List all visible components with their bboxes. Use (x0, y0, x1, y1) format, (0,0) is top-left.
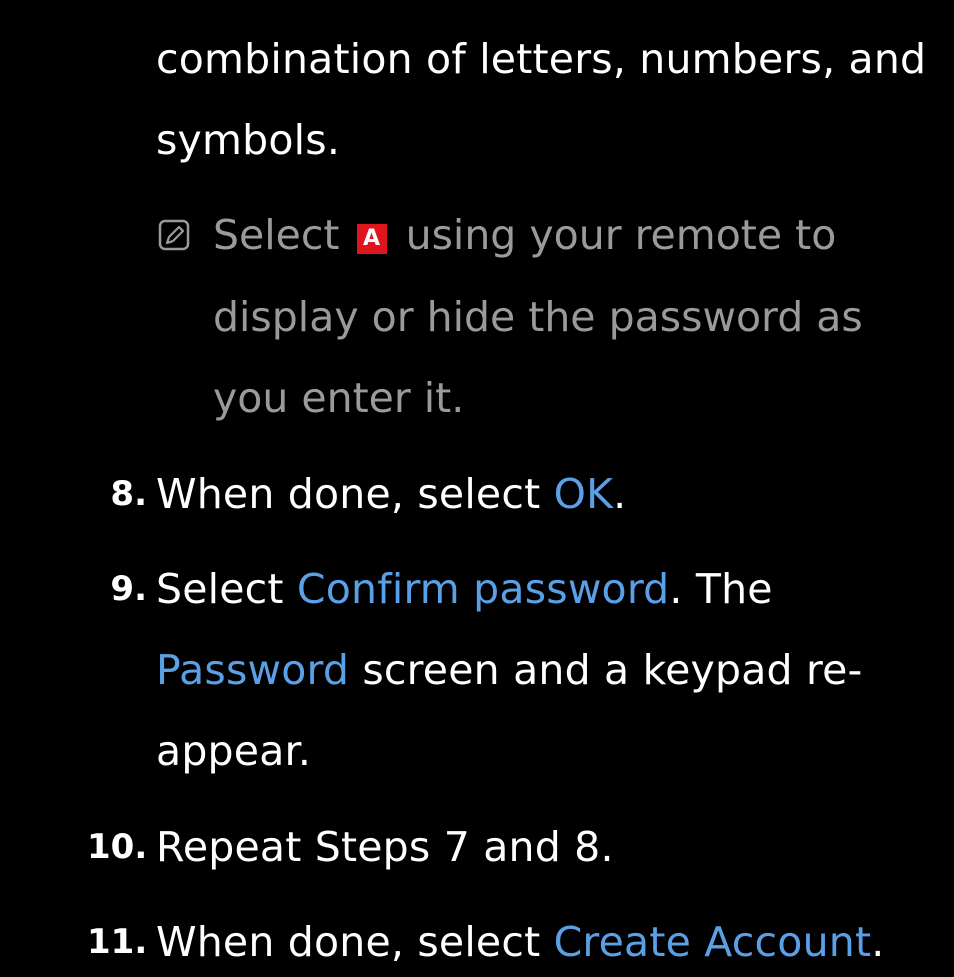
step-11-text: When done, select (156, 918, 554, 966)
step7-text-line-2: symbols. (156, 116, 341, 164)
step-8-line-1 (156, 469, 626, 519)
step-number-8: 8. (110, 474, 147, 514)
step-9-text: Select (156, 565, 297, 613)
note-line-2: display or hide the password as (213, 293, 863, 341)
step-11-period: . (871, 918, 885, 966)
step-9-line-2 (156, 645, 863, 695)
note-text-pre: Select (213, 211, 340, 259)
step-9-text-line-2: screen and a keypad re- (349, 646, 863, 694)
step-8-period: . (613, 470, 627, 518)
note-icon (158, 219, 190, 251)
confirm-password-link[interactable]: Confirm password (296, 565, 670, 613)
create-account-link[interactable]: Create Account (553, 918, 872, 966)
remote-a-button-icon: A (357, 224, 387, 254)
password-link[interactable]: Password (156, 646, 350, 694)
step-number-9: 9. (110, 569, 147, 609)
step-8-text: When done, select (156, 470, 554, 518)
ok-link[interactable]: OK (553, 470, 614, 518)
step7-text-line-1: combination of letters, numbers, and (156, 35, 927, 83)
note-text-post: using your remote to (405, 211, 837, 259)
step-number-11: 11. (87, 922, 148, 962)
step-10-line-1: Repeat Steps 7 and 8. (156, 823, 614, 871)
step-9-line-1 (156, 564, 773, 614)
step-number-10: 10. (87, 827, 148, 867)
step-9-line-3: appear. (156, 727, 312, 775)
step-9-text-post: . The (669, 565, 773, 613)
note-line-3: you enter it. (213, 374, 465, 422)
note-line-1 (213, 210, 836, 260)
step-11-line-1 (156, 917, 884, 967)
